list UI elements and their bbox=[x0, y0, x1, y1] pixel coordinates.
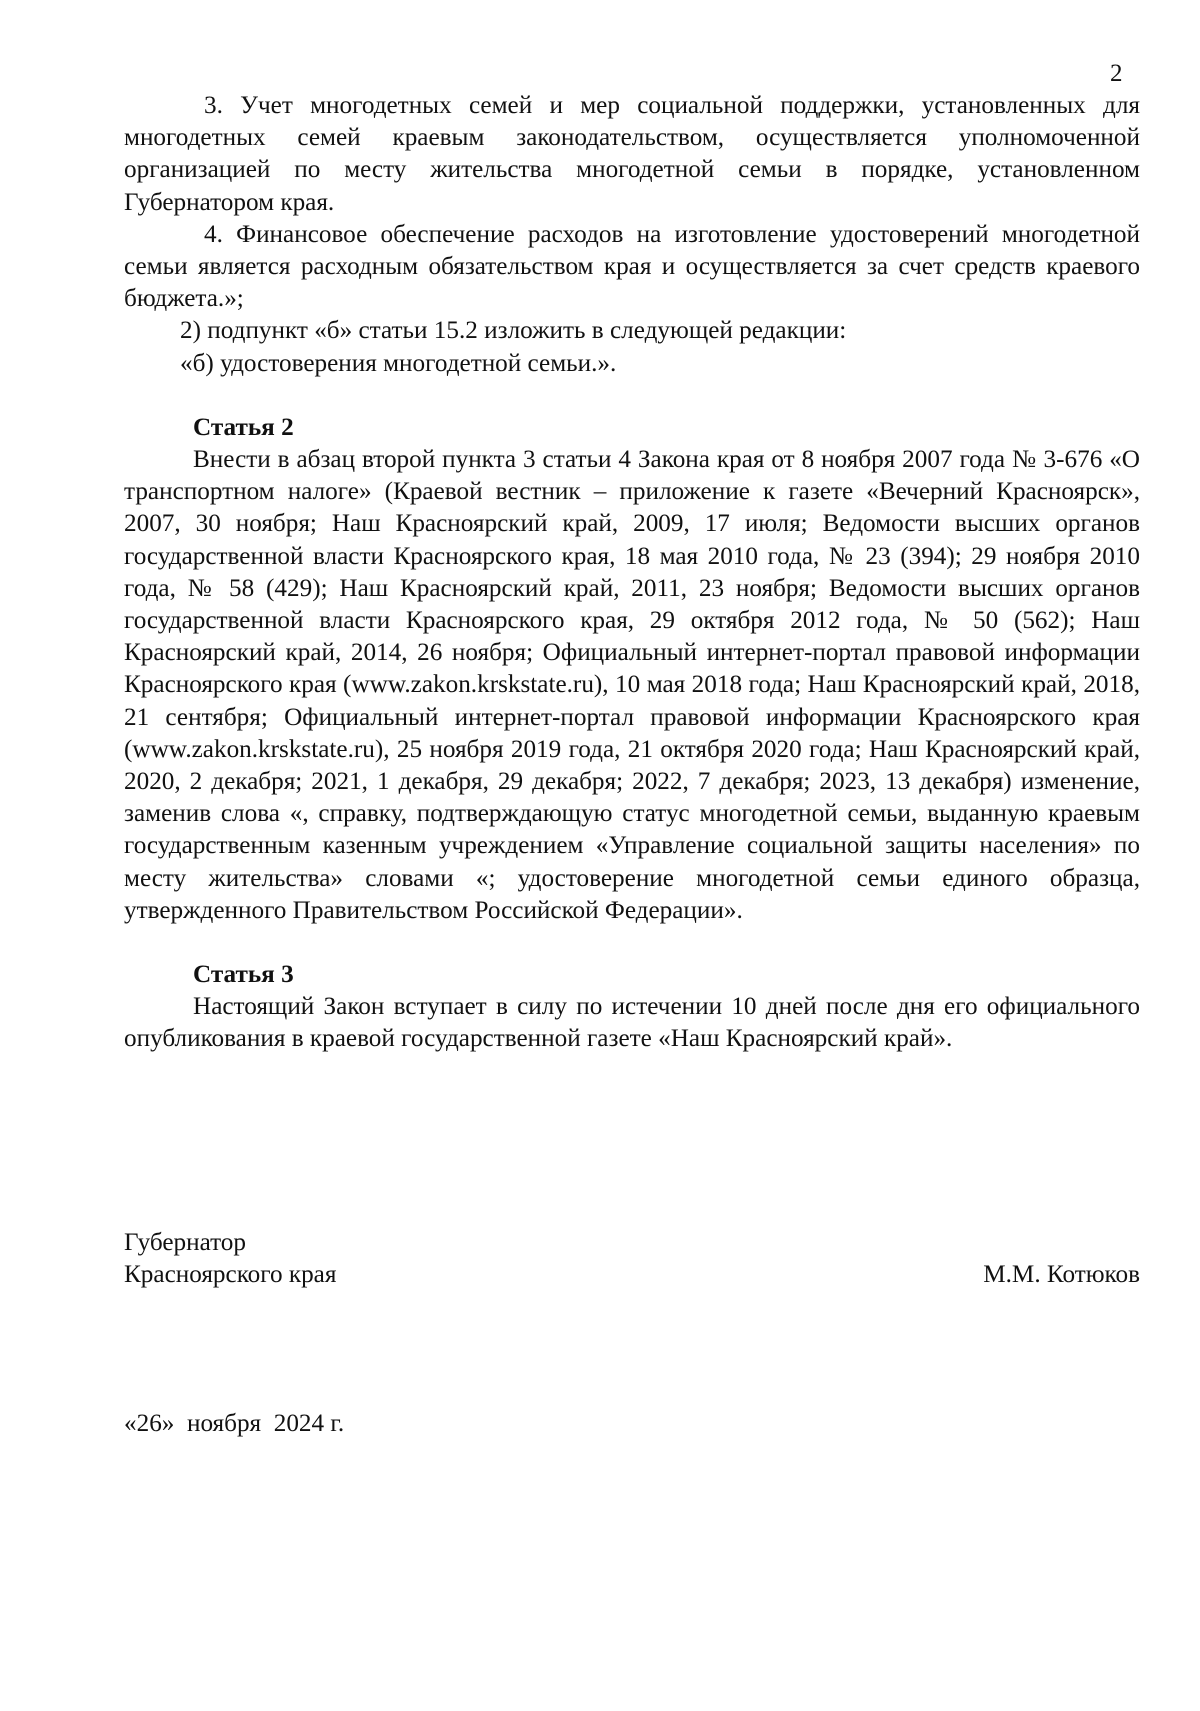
page-number: 2 bbox=[1110, 60, 1123, 87]
subitem-2-text: «б) удостоверения многодетной семьи.». bbox=[180, 349, 617, 377]
document-date: «26» ноября 2024 г. bbox=[124, 1410, 345, 1437]
signatory-name: М.М. Котюков bbox=[983, 1261, 1140, 1289]
article-3-body: Настоящий Закон вступает в силу по истечении 10 дней после дня его официального опубликования в краевой государственной газете «Наш Красноярский край». bbox=[124, 993, 1140, 1053]
subitem-2: 2) подпункт «б» статьи 15.2 изложить в следующей редакции: bbox=[180, 317, 847, 345]
signatory-title-line2: Красноярского края bbox=[124, 1261, 337, 1289]
article-2-body: Внести в абзац второй пункта 3 статьи 4 Закона края от 8 ноября 2007 года № 3-676 «О транспортном налоге» (Краевой вестник – приложение к газете «Вечерний Красноярск», 2007, 30 ноября; Наш Красноярский край, 2009, 17 июля; Ведомости высших органов государственной власти Красноярского края, 18 мая 2010 года, № 23 (394); 29 ноября 2010 года, № 58 (429); Наш Красноярский край, 2011, 23 ноября; Ведомости высших органов государственной власти Красноярского края, 29 октября 2012 года, № 50 (562); Наш Красноярский край, 2014, 26 ноября; Официальный интернет-портал правовой информации Красноярского края (www.zakon.krskstate.ru), 10 мая 2018 года; Наш Красноярский край, 2018, 21 сентября; Официальный интернет-портал правовой информации Красноярского края (www.zakon.krskstate.ru), 25 ноября 2019 года, 21 октября 2020 года; Наш Красноярский край, 2020, 2 декабря; 2021, 1 декабря, 29 декабря; 2022, 7 декабря; 2023, 13 декабря) изменение, заменив слова «, справку, подтверждающую статус многодетной семьи, выданную краевым государственным казенным учреждением «Управление социальной защиты населения» по месту жительства» словами «; удостоверение многодетной семьи единого образца, утвержденного Правительством Российской Федерации». bbox=[124, 446, 1140, 924]
paragraph-4: 4. Финансовое обеспечение расходов на изготовление удостоверений многодетной семьи является расходным обязательством края и осуществляется за счет средств краевого бюджета.»; bbox=[124, 220, 1140, 313]
paragraph-3: 3. Учет многодетных семей и мер социальной поддержки, установленных для многодетных семей краевым законодательством, осуществляется уполномоченной организацией по месту жительства многодетной семьи в порядке, установленном Губернатором края. bbox=[124, 92, 1140, 216]
signatory-title-line1: Губернатор bbox=[124, 1229, 246, 1256]
article-2-heading: Статья 2 bbox=[193, 413, 294, 441]
signature-block bbox=[124, 1227, 1140, 1291]
article-3-heading: Статья 3 bbox=[193, 961, 294, 989]
document-body bbox=[124, 90, 1140, 1056]
